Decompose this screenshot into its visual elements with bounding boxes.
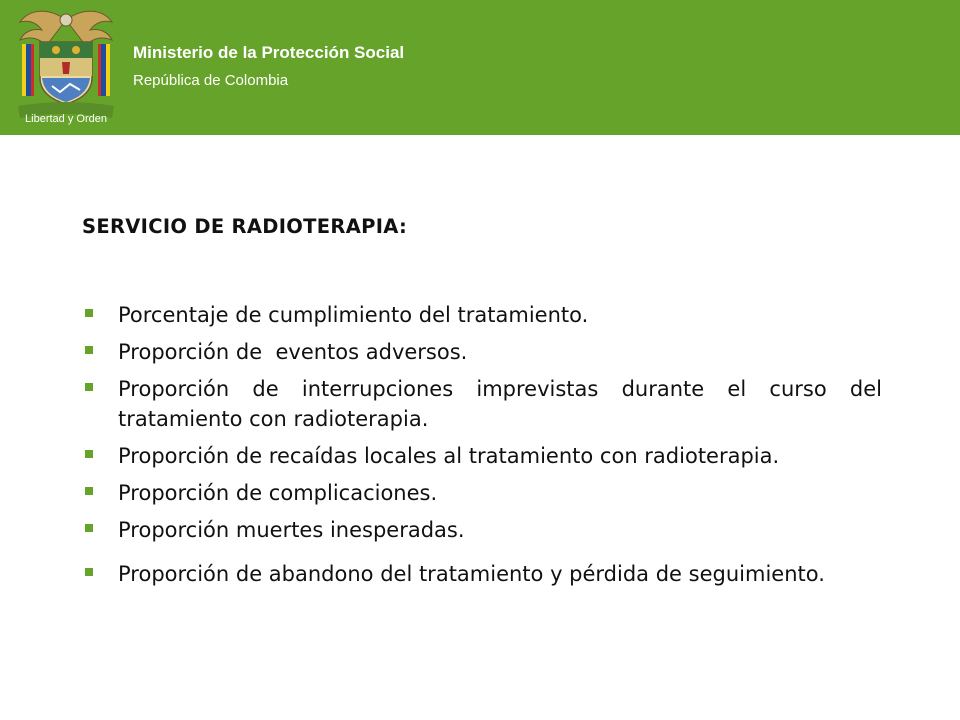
motto-text: Libertad y Orden (25, 113, 107, 125)
list-item-text: Proporción muertes inesperadas. (118, 518, 465, 542)
square-bullet-icon (85, 524, 93, 532)
list-item-text: Proporción de interrupciones imprevistas durante el curso del tratamiento con radioterapia. (118, 377, 882, 431)
list-item-text: Proporción de complicaciones. (118, 481, 438, 505)
square-bullet-icon (85, 487, 93, 495)
square-bullet-icon (85, 450, 93, 458)
indicator-list (82, 300, 882, 604)
list-item (82, 374, 882, 434)
republic-name: República de Colombia (133, 72, 289, 89)
list-item-text: Proporción de recaídas locales al tratamiento con radioterapia. (118, 444, 780, 468)
square-bullet-icon (85, 383, 93, 391)
square-bullet-icon (85, 346, 93, 354)
list-item-text: Proporción de abandono del tratamiento y pérdida de seguimiento. (118, 562, 825, 586)
motto-ribbon (12, 108, 120, 128)
ministry-name: Ministerio de la Protección Social (133, 43, 405, 62)
list-item (82, 515, 882, 545)
list-item (82, 552, 882, 597)
square-bullet-icon (85, 568, 93, 576)
list-item (82, 300, 882, 330)
list-item (82, 337, 882, 367)
list-item-text: Porcentaje de cumplimiento del tratamiento. (118, 303, 589, 327)
list-item (82, 441, 882, 471)
square-bullet-icon (85, 309, 93, 317)
slide-title: SERVICIO DE RADIOTERAPIA: (82, 215, 408, 238)
list-item (82, 478, 882, 508)
header-banner (0, 0, 960, 135)
list-item-text: Proporción de eventos adversos. (118, 340, 468, 364)
